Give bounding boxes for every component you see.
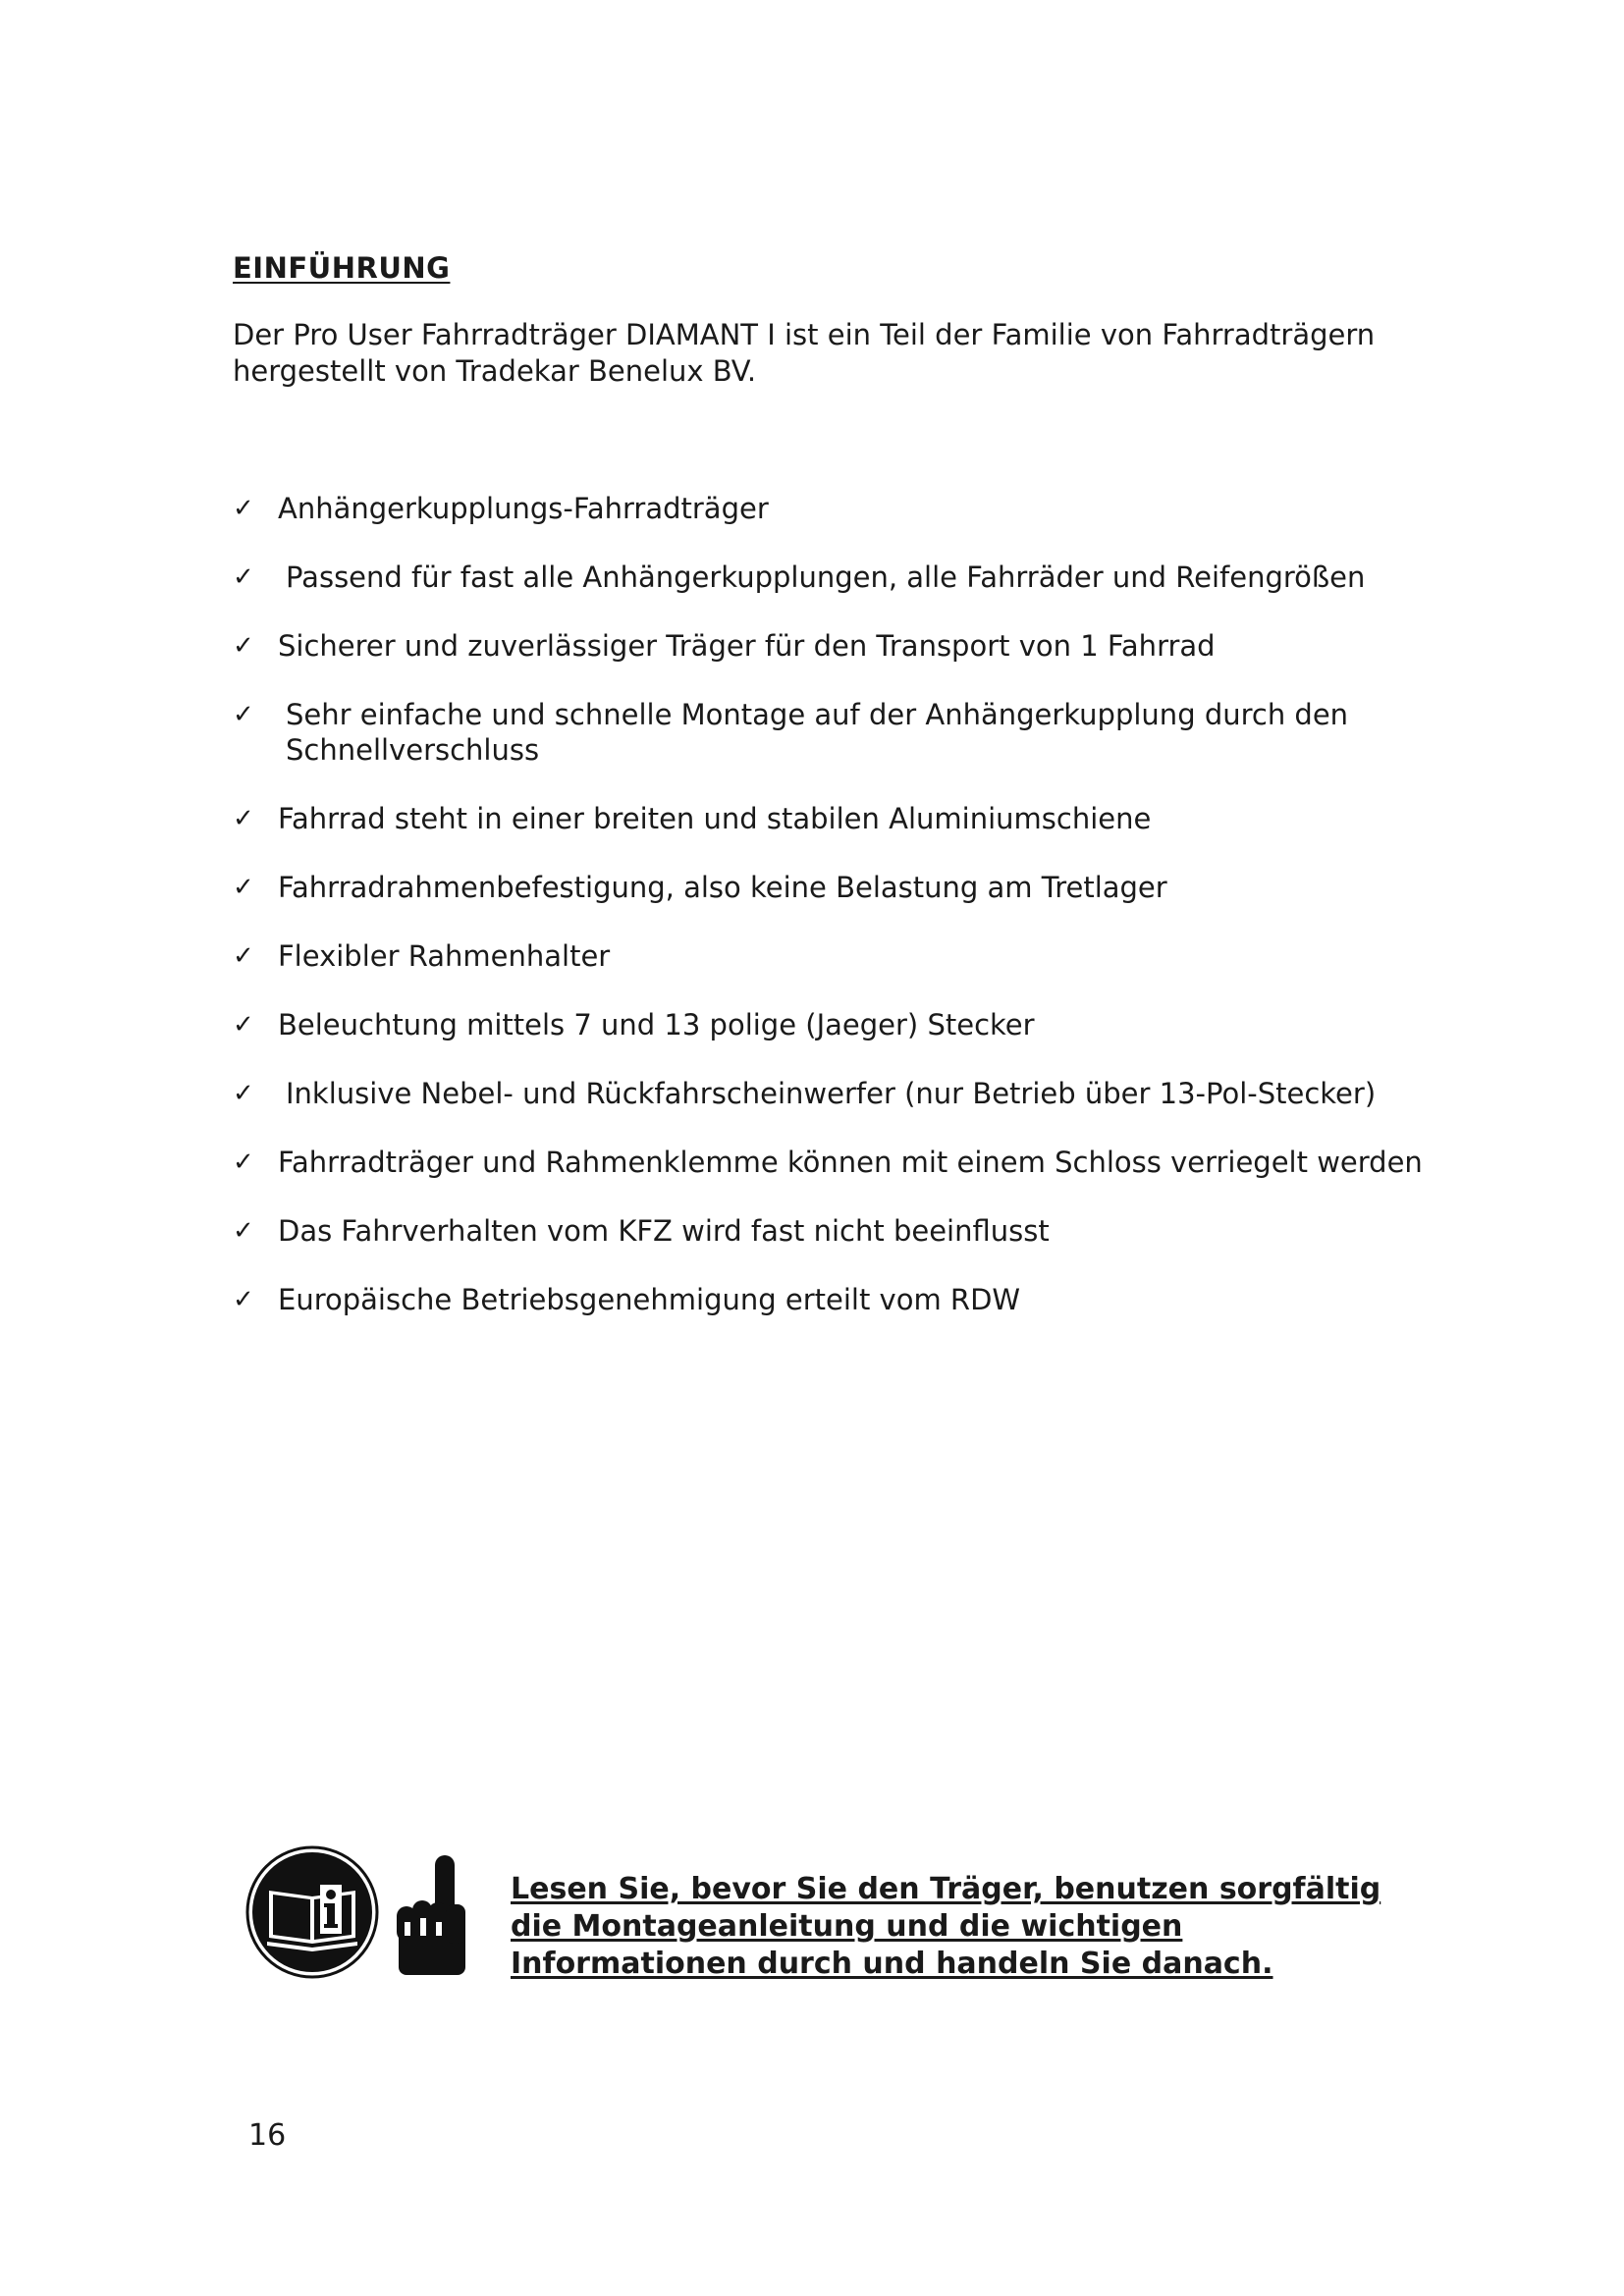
- feature-text: Das Fahrverhalten vom KFZ wird fast nicht beeinflusst: [278, 1214, 1050, 1248]
- feature-item: [233, 1282, 1440, 1317]
- feature-text: Europäische Betriebsgenehmigung erteilt vom RDW: [278, 1283, 1021, 1316]
- checkmark-icon: ✓: [233, 1079, 254, 1108]
- feature-text: Fahrradträger und Rahmenklemme können mit einem Schloss verriegelt werden: [278, 1146, 1423, 1179]
- checkmark-icon: ✓: [233, 1148, 254, 1177]
- feature-text: Anhängerkupplungs-Fahrradträger: [278, 492, 769, 525]
- feature-item: [233, 628, 1440, 664]
- notice-icons: [245, 1845, 473, 1983]
- checkmark-icon: ✓: [233, 873, 254, 902]
- checkmark-icon: ✓: [233, 700, 254, 729]
- feature-item: [233, 1213, 1440, 1249]
- notice-text: Lesen Sie, bevor Sie den Träger, benutzen sorgfältig die Montageanleitung und die wichtigen Informationen durch und handeln Sie danach.: [511, 1872, 1381, 1981]
- read-manual-icon: [247, 1847, 377, 1977]
- feature-item: [233, 1145, 1440, 1180]
- feature-item: [233, 1076, 1440, 1111]
- feature-text: Passend für fast alle Anhängerkupplungen, alle Fahrräder und Reifengrößen: [286, 561, 1366, 594]
- feature-text: Sehr einfache und schnelle Montage auf der Anhängerkupplung durch den Schnellverschluss: [286, 698, 1349, 767]
- feature-item: [233, 1007, 1440, 1042]
- feature-text: Flexibler Rahmenhalter: [278, 939, 611, 973]
- feature-item: [233, 697, 1440, 768]
- feature-item: [233, 870, 1440, 905]
- page-title: EINFÜHRUNG: [233, 251, 451, 285]
- feature-item: [233, 938, 1440, 974]
- pointing-finger-icon: [397, 1855, 465, 1975]
- checkmark-icon: ✓: [233, 1010, 254, 1040]
- checkmark-icon: ✓: [233, 1285, 254, 1314]
- page-number: 16: [248, 2118, 287, 2153]
- feature-list: [233, 491, 1440, 1351]
- feature-text: Fahrradrahmenbefestigung, also keine Belastung am Tretlager: [278, 871, 1167, 904]
- checkmark-icon: ✓: [233, 804, 254, 833]
- checkmark-icon: ✓: [233, 494, 254, 523]
- feature-text: Beleuchtung mittels 7 und 13 polige (Jaeger) Stecker: [278, 1008, 1035, 1041]
- feature-item: [233, 491, 1440, 526]
- checkmark-icon: ✓: [233, 1216, 254, 1246]
- feature-item: [233, 560, 1440, 595]
- feature-item: [233, 801, 1440, 836]
- checkmark-icon: ✓: [233, 562, 254, 592]
- intro-paragraph: Der Pro User Fahrradträger DIAMANT I ist ein Teil der Familie von Fahrradträgern hergestellt von Tradekar Benelux BV.: [233, 318, 1376, 388]
- feature-text: Fahrrad steht in einer breiten und stabilen Aluminiumschiene: [278, 802, 1152, 835]
- feature-text: Inklusive Nebel- und Rückfahrscheinwerfer (nur Betrieb über 13-Pol-Stecker): [286, 1077, 1377, 1110]
- feature-text: Sicherer und zuverlässiger Träger für den Transport von 1 Fahrrad: [278, 629, 1216, 663]
- checkmark-icon: ✓: [233, 631, 254, 661]
- checkmark-icon: ✓: [233, 941, 254, 971]
